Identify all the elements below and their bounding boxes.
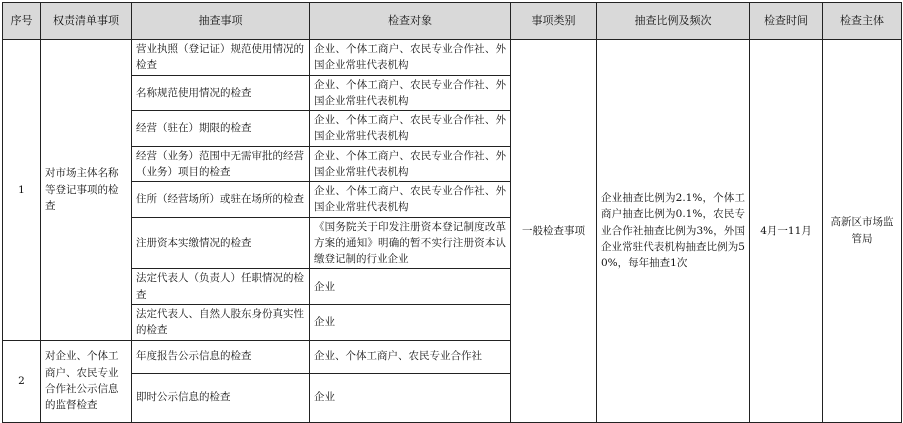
check-object: 企业、个体工商户、农民专业合作社	[310, 340, 511, 373]
inspection-table	[2, 2, 902, 423]
check-item: 年度报告公示信息的检查	[132, 340, 310, 373]
check-object: 企业、个体工商户、农民专业合作社、外国企业常驻代表机构	[310, 182, 511, 218]
check-item: 即时公示信息的检查	[132, 373, 310, 422]
header-ratio-frequency: 抽查比例及频次	[597, 3, 750, 40]
check-item: 法定代表人（负责人）任职情况的检查	[132, 269, 310, 305]
ratio-frequency: 企业抽查比例为2.1%，个体工商户抽查比例为0.1%，农民专业合作社抽查比例为3%，外国企业常驻代表机构抽查比例为50%，每年抽查1次	[597, 40, 750, 423]
check-item: 住所（经营场所）或驻在场所的检查	[132, 182, 310, 218]
header-no: 序号	[3, 3, 41, 40]
check-object: 企业	[310, 373, 511, 422]
check-item: 经营（驻在）期限的检查	[132, 111, 310, 147]
item-type: 一般检查事项	[511, 40, 597, 423]
check-object: 企业、个体工商户、农民专业合作社、外国企业常驻代表机构	[310, 111, 511, 147]
table-row	[3, 40, 902, 76]
check-item: 经营（业务）范围中无需审批的经营（业务）项目的检查	[132, 146, 310, 182]
header-check-item: 抽查事项	[132, 3, 310, 40]
header-check-time: 检查时间	[750, 3, 823, 40]
check-object: 企业	[310, 304, 511, 340]
check-item: 法定代表人、自然人股东身份真实性的检查	[132, 304, 310, 340]
header-item-type: 事项类别	[511, 3, 597, 40]
group1-power-item: 对市场主体名称等登记事项的检查	[41, 40, 132, 341]
check-item: 名称规范使用情况的检查	[132, 75, 310, 111]
group2-power-item: 对企业、个体工商户、农民专业合作社公示信息的监督检查	[41, 340, 132, 422]
check-object: 企业、个体工商户、农民专业合作社、外国企业常驻代表机构	[310, 40, 511, 76]
check-item: 注册资本实缴情况的检查	[132, 217, 310, 269]
header-row	[3, 3, 902, 40]
group1-no: 1	[3, 40, 41, 341]
check-object: 企业、个体工商户、农民专业合作社、外国企业常驻代表机构	[310, 75, 511, 111]
group2-no: 2	[3, 340, 41, 422]
header-check-object: 检查对象	[310, 3, 511, 40]
check-item: 营业执照（登记证）规范使用情况的检查	[132, 40, 310, 76]
check-subject: 高新区市场监管局	[823, 40, 902, 423]
header-power-item: 权责清单事项	[41, 3, 132, 40]
check-time: 4月一11月	[750, 40, 823, 423]
check-object: 企业	[310, 269, 511, 305]
check-object: 《国务院关于印发注册资本登记制度改革方案的通知》明确的暂不实行注册资本认缴登记制的行业企业	[310, 217, 511, 269]
check-object: 企业、个体工商户、农民专业合作社、外国企业常驻代表机构	[310, 146, 511, 182]
header-check-subject: 检查主体	[823, 3, 902, 40]
